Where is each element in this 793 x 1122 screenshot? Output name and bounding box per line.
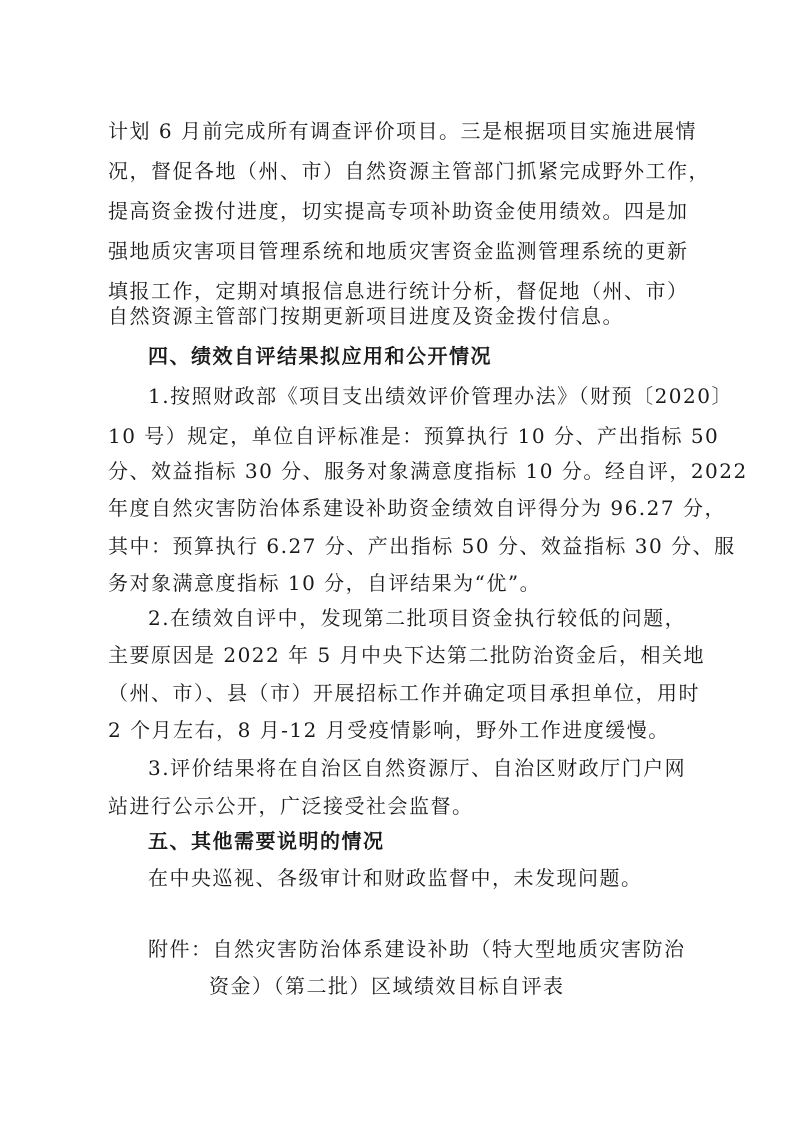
paragraph-line: 其中：预算执行 6.27 分、产出指标 50 分、效益指标 30 分、服 [108,534,736,558]
paragraph-line: 自然资源主管部门按期更新项目进度及资金拨付信息。 [108,304,624,328]
paragraph-line: 3.评价结果将在自治区自然资源厅、自治区财政厅门户网 [148,756,687,780]
paragraph-line: 务对象满意度指标 10 分，自评结果为“优”。 [108,571,542,595]
paragraph-line: 1.按照财政部《项目支出绩效评价管理办法》（财预〔2020〕 [148,384,733,408]
section-heading: 五、其他需要说明的情况 [148,829,385,853]
paragraph-line: 在中央巡视、各级审计和财政监督中，未发现问题。 [148,866,643,890]
paragraph-line: 年度自然灾害防治体系建设补助资金绩效自评得分为 96.27 分， [108,496,726,520]
paragraph-line: 提高资金拨付进度，切实提高专项补助资金使用绩效。四是加 [108,199,689,223]
paragraph-line: 强地质灾害项目管理系统和地质灾害资金监测管理系统的更新 [108,239,689,263]
section-heading: 四、绩效自评结果拟应用和公开情况 [148,344,492,368]
attachment-line: 附件：自然灾害防治体系建设补助（特大型地质灾害防治 [148,937,686,961]
paragraph-line: 主要原因是 2022 年 5 月中央下达第二批防治资金后，相关地 [108,643,706,667]
paragraph-line: （州、市）、县（市）开展招标工作并确定项目承担单位，用时 [108,681,700,705]
paragraph-line: 2.在绩效自评中，发现第二批项目资金执行较低的问题， [148,606,687,630]
paragraph-line: 10 号）规定，单位自评标准是：预算执行 10 分、产出指标 50 [108,424,720,448]
paragraph-line: 分、效益指标 30 分、服务对象满意度指标 10 分。经自评，2022 [108,459,748,483]
paragraph-line: 2 个月左右，8 月-12 月受疫情影响，野外工作进度缓慢。 [108,718,670,742]
paragraph-line: 况，督促各地（州、市）自然资源主管部门抓紧完成野外工作， [108,159,710,183]
paragraph-line: 站进行公示公开，广泛接受社会监督。 [108,794,474,818]
attachment-line: 资金）（第二批）区域绩效目标自评表 [209,974,565,998]
paragraph-line: 填报工作，定期对填报信息进行统计分析，督促地（州、市） [108,279,689,303]
paragraph-line: 计划 6 月前完成所有调查评价项目。三是根据项目实施进展情 [108,119,697,143]
